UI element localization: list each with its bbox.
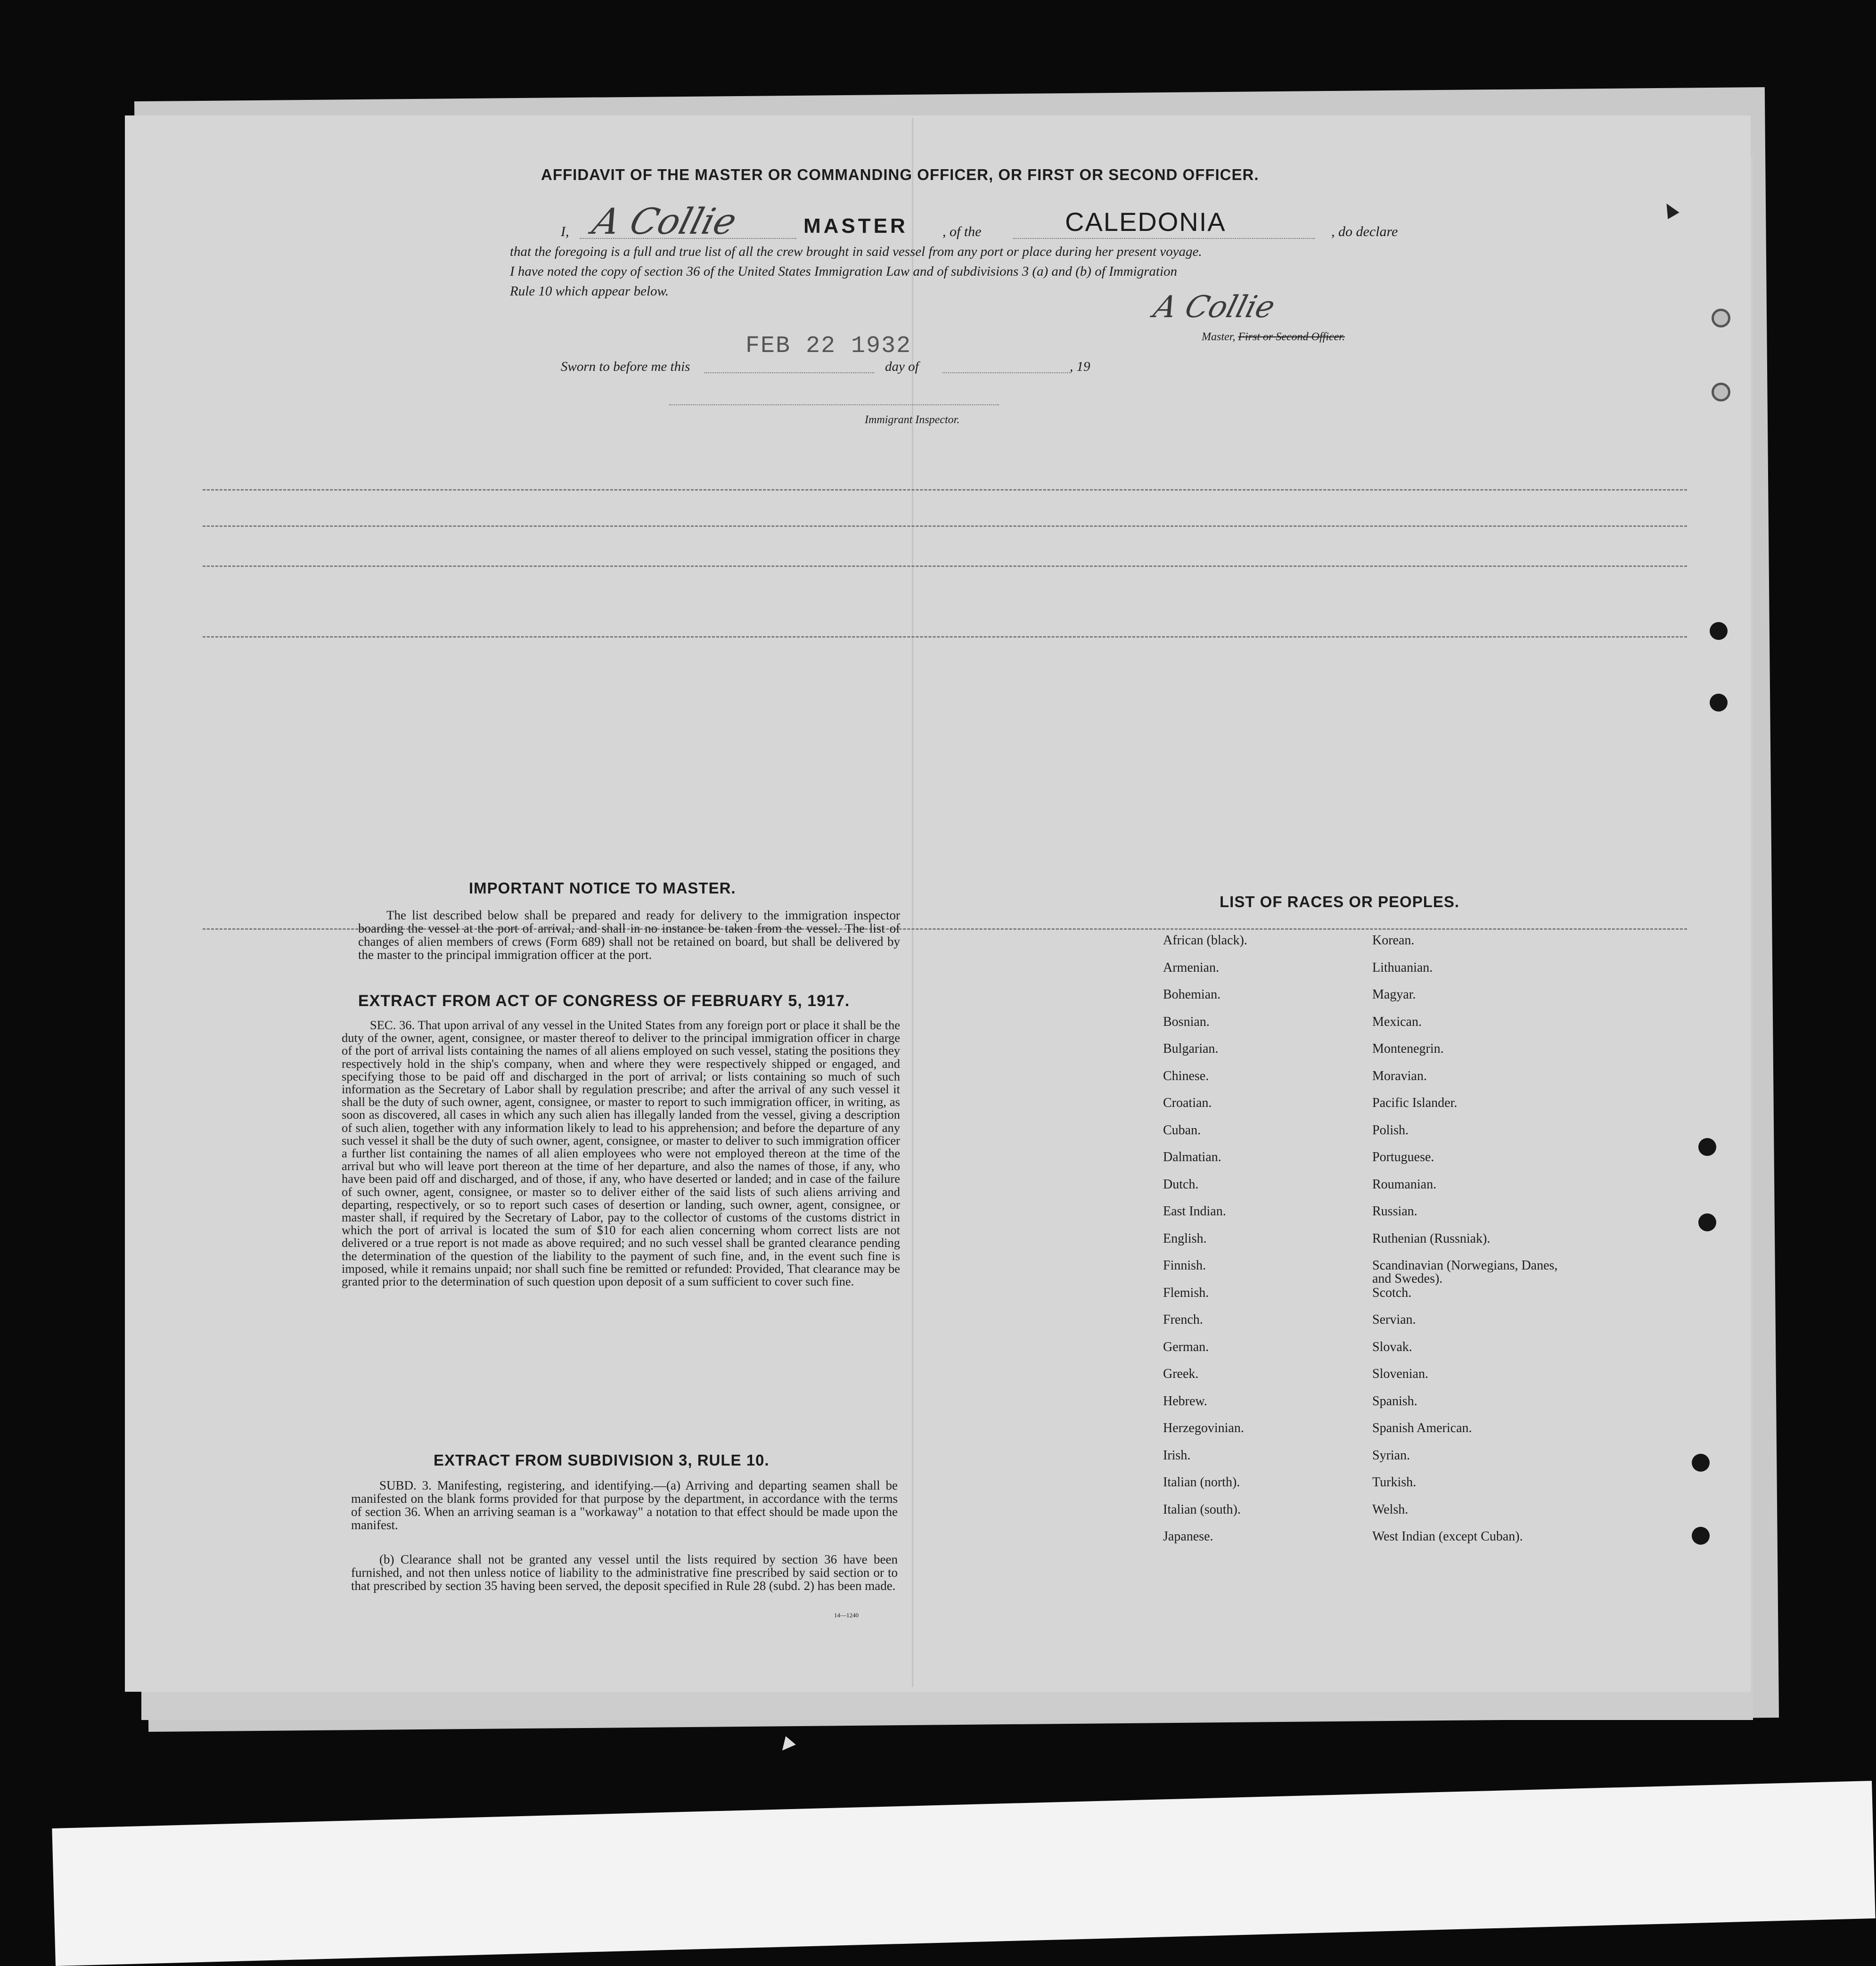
scan-mark [777,1736,795,1754]
race-item: Herzegovinian. [1163,1421,1244,1435]
sworn-label: Sworn to before me this [561,359,690,374]
binding-hole [1710,622,1728,640]
page-fold [912,118,913,1687]
race-item: French. [1163,1312,1203,1327]
race-item: Slovak. [1372,1339,1412,1354]
race-item: Spanish. [1372,1393,1417,1409]
extract-rule-title: EXTRACT FROM SUBDIVISION 3, RULE 10. [434,1451,770,1469]
race-item: African (black). [1163,933,1247,948]
race-item: Moravian. [1372,1068,1427,1083]
race-item: Hebrew. [1163,1393,1207,1409]
race-item: Lithuanian. [1372,960,1433,975]
inspector-line [669,404,999,405]
race-item: Dutch. [1163,1177,1199,1192]
race-item: Turkish. [1372,1475,1417,1490]
binding-hole [1712,309,1730,328]
race-item: Scotch. [1372,1285,1412,1300]
race-item: Polish. [1372,1122,1409,1138]
sworn-day-line [705,372,874,373]
date-stamp: FEB 22 1932 [745,333,912,360]
race-item: Montenegrin. [1372,1041,1444,1056]
race-item: Italian (north). [1163,1475,1240,1490]
race-item: Croatian. [1163,1096,1212,1110]
vessel-line [1013,238,1315,239]
binding-hole [1692,1454,1710,1472]
inspector-label: Immigrant Inspector. [865,414,960,426]
rank-text: MASTER [803,214,908,238]
race-item: Japanese. [1163,1529,1213,1544]
race-item: East Indian. [1163,1204,1226,1219]
race-item: Greek. [1163,1367,1199,1381]
binding-hole [1712,383,1730,401]
vessel-name: CALEDONIA [1065,207,1226,237]
races-title: LIST OF RACES OR PEOPLES. [1220,893,1460,910]
affidavit-line-3: Rule 10 which appear below. [510,284,669,299]
race-item: English. [1163,1231,1207,1246]
race-item: Italian (south). [1163,1502,1241,1517]
race-item: Armenian. [1163,960,1219,975]
race-item: Finnish. [1163,1258,1206,1273]
extract-rule-text-b: (b) Clearance shall not be granted any vessel until the lists required by section 36 have been furnished, and not then unless notice of liability to the administrative fine prescribed by said section or to that prescribed by section 35 having been served, the deposit specified in Rule 28 (subd. 2) has been made. [351,1552,898,1593]
race-item: Russian. [1372,1204,1417,1219]
race-item: German. [1163,1339,1209,1354]
form-number: 14—1240 [834,1612,859,1619]
rule-line [203,636,1687,638]
binding-hole [1698,1213,1716,1231]
notice-text: The list described below shall be prepared and ready for delivery to the immigration inspector boarding the vessel at the port of arrival, and shall in no instance be taken from the vessel. The list of changes of alien members of crews (Form 689) shall not be retained on board, but shall be delivered by the master to the principal immigration officer at the port. [358,908,900,962]
race-item: Cuban. [1163,1122,1201,1138]
race-item: Dalmatian. [1163,1150,1221,1164]
month-line [942,372,1070,373]
notice-title: IMPORTANT NOTICE TO MASTER. [469,879,736,897]
race-item: Welsh. [1372,1502,1409,1517]
scan-edge-strip [52,1781,1875,1966]
race-item: Slovenian. [1372,1367,1428,1381]
race-item: Scandinavian (Norwegians, Danes, and Swedes). [1372,1258,1558,1286]
race-item: Pacific Islander. [1372,1096,1458,1110]
race-item: Bulgarian. [1163,1041,1219,1056]
rule-line [203,489,1687,491]
binding-hole [1698,1138,1716,1156]
race-item: Ruthenian (Russniak). [1372,1231,1491,1246]
race-item: Syrian. [1372,1448,1410,1463]
binding-hole [1710,694,1728,712]
extract-act-text: SEC. 36. That upon arrival of any vessel in the United States from any foreign port or place it shall be the duty of the owner, agent, consignee, or master thereof to deliver to the principal immigration officer in charge of the port of arrival lists containing the names of all aliens employed on such vessel, stating the positions they respectively hold in the ship's company, when and where they were respectively shipped or engaged, and specifying those to be paid off and discharged in the port of arrival; or lists containing so much of such information as the Secretary of Labor shall by regulation prescribe; and after the arrival of any such vessel it shall be the duty of such owner, agent, consignee, or master to report to such immigration officer, in writing, as soon as discovered, all cases in which any such alien has illegally landed from the vessel, giving a description of such alien, together with any information likely to lead to his apprehension; and before the departure of any such vessel it shall be the duty of such owner, agent, consignee, or master to deliver to such immigration officer a further list containing the names of all alien employees who were not employed thereon at the time of the arrival but who will leave port thereon at the time of her departure, and also the names of those, if any, who have been paid off and discharged, and of those, if any, who have deserted or landed; and in case of the failure of such owner, agent, consignee, or master so to deliver either of the said lists of such aliens arriving and departing, respectively, or so to report such cases of desertion or landing, such owner, agent, consignee, or master shall, if required by the Secretary of Labor, pay to the collector of customs of the customs district in which the port of arrival is located the sum of $10 for each alien concerning whom correct lists are not delivered or a true report is not made as above required; and no such vessel shall be granted clearance pending the determination of the question of the liability to the payment of such fine, and, in the event such fine is imposed, while it remains unpaid; nor shall such fine be remitted or refunded: Provided, That clearance may be granted prior to the determination of such question upon deposit of a sum sufficient to cover such fine. [342,1018,900,1289]
binding-hole [1692,1527,1710,1545]
race-item: Irish. [1163,1448,1191,1463]
year-prefix: , 19 [1070,359,1090,374]
extract-act-title: EXTRACT FROM ACT OF CONGRESS OF FEBRUARY 5, 1917. [358,992,850,1010]
race-item: Servian. [1372,1312,1416,1327]
signer-struck-label: First or Second Officer. [1238,331,1345,343]
race-item: Magyar. [1372,987,1416,1002]
extract-rule-text-a: SUBD. 3. Manifesting, registering, and identifying.—(a) Arriving and departing seamen shall be manifested on the blank forms provided for that purpose by the department, in accordance with the terms of section 36. When an arriving seaman is a "workaway" a notation to that effect should be made upon the manifest. [351,1478,898,1532]
race-item: Roumanian. [1372,1177,1437,1192]
affidavit-line-2: I have noted the copy of section 36 of the United States Immigration Law and of subdivisions 3 (a) and (b) of Immigration [510,264,1178,279]
race-item: Korean. [1372,933,1415,948]
race-item: West Indian (except Cuban). [1372,1529,1523,1544]
race-item: Bosnian. [1163,1014,1210,1029]
race-item: Portuguese. [1372,1150,1434,1164]
race-item: Chinese. [1163,1068,1209,1083]
signer-master-label: Master, [1202,331,1236,343]
of-the-label: , of the [942,224,982,239]
master-signature: A Collie [588,200,741,242]
affidavit-line-1: that the foregoing is a full and true list of all the crew brought in said vessel from any port or place during her present voyage. [510,244,1202,259]
race-item: Bohemian. [1163,987,1221,1002]
signer-role [1202,331,1345,344]
affidavit-i-label: I, [561,224,569,239]
race-item: Mexican. [1372,1014,1422,1029]
affidavit-title: AFFIDAVIT OF THE MASTER OR COMMANDING OFFICER, OR FIRST OR SECOND OFFICER. [541,166,1259,183]
rule-line [203,565,1687,567]
rule-line [203,525,1687,527]
master-signature-2: A Collie [1150,290,1279,325]
do-declare-label: , do declare [1331,224,1398,239]
race-item: Spanish American. [1372,1421,1472,1435]
day-of-label: day of [885,359,919,374]
race-item: Flemish. [1163,1285,1209,1300]
